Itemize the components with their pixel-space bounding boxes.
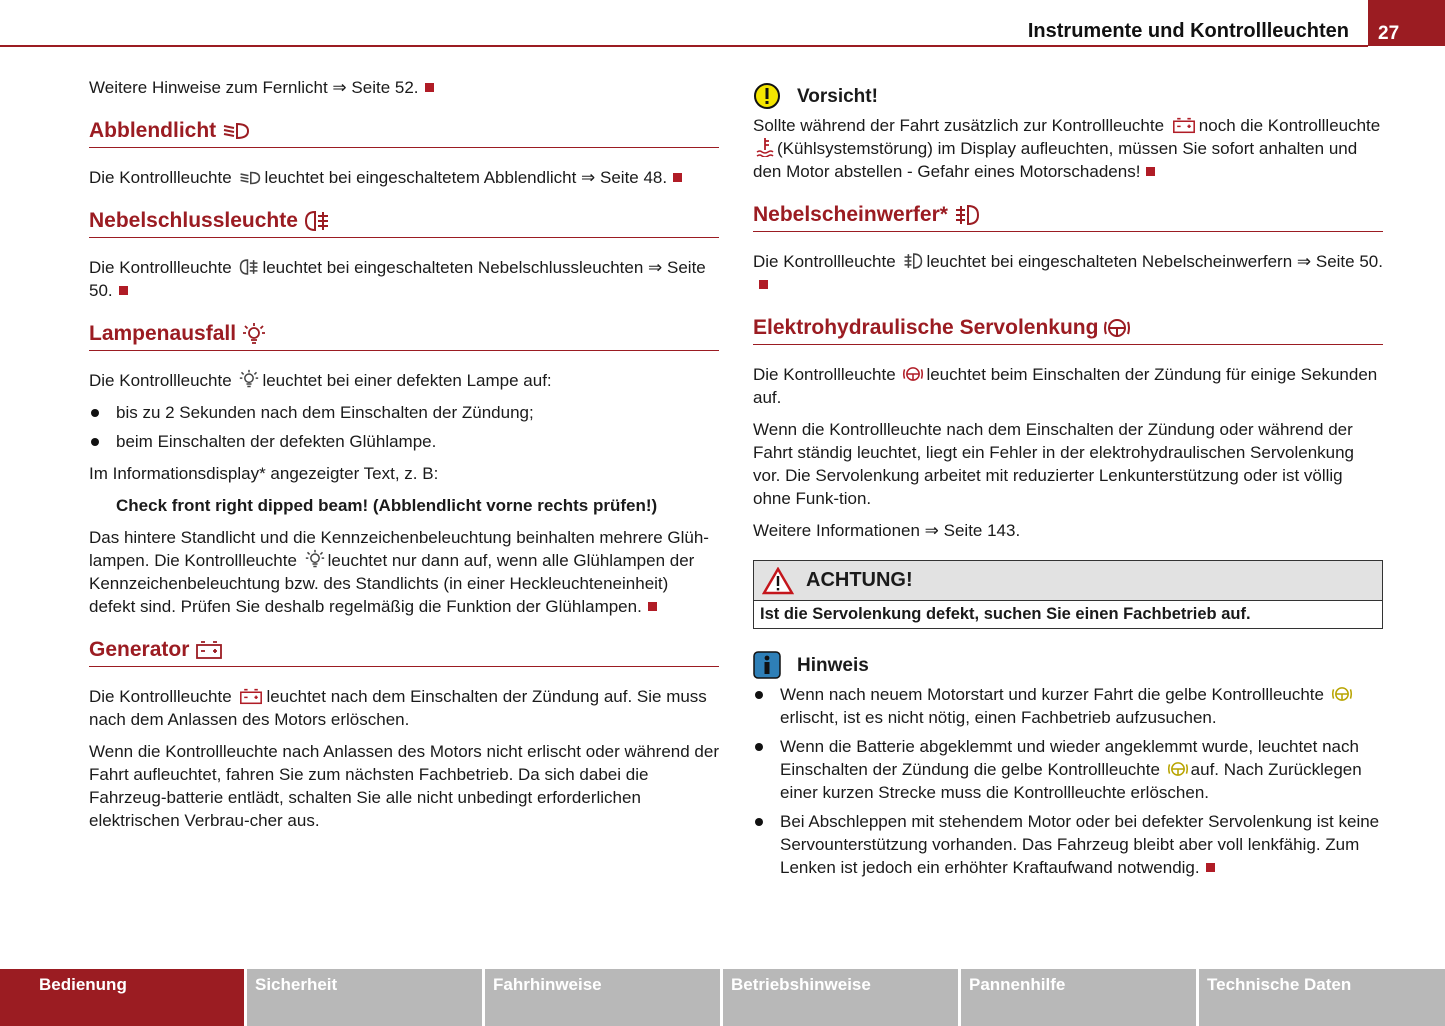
coolant-temperature-icon	[756, 137, 774, 157]
hint-bullet-list	[753, 683, 1383, 879]
header-divider	[0, 45, 1368, 47]
low-beam-icon	[239, 170, 261, 186]
list-item: beim Einschalten der defekten Glühlampe.	[89, 430, 719, 453]
warning-triangle-icon	[762, 567, 794, 595]
nebelschein-paragraph: Die Kontrollleuchte leuchtet bei eingeschalteten Nebelscheinwerfern ⇒ Seite 50.	[753, 250, 1383, 296]
section-title: Generator	[89, 638, 190, 661]
display-message: Check front right dipped beam! (Abblendlicht vorne rechts prüfen!)	[116, 496, 658, 515]
front-fog-light-icon	[954, 204, 980, 226]
lampen-paragraph-2: Das hintere Standlicht und die Kennzeichenbeleuchtung beinhalten mehrere Glüh-lampen. Die Kontrollleuchte leuchtet nur dann auf, wenn alle Glühlampen der Kennzeichenbeleuchtung bzw. des Standlichts (in einer Heckleuchteneinheit) defekt sind. Prüfen Sie deshalb regelmäßig die Funktion der Glühlampen.	[89, 528, 709, 616]
warning-text: Ist die Servolenkung defekt, suchen Sie einen Fachbetrieb auf.	[760, 605, 1251, 623]
bulb-failure-icon	[242, 322, 266, 346]
nebelschluss-paragraph: Die Kontrollleuchte leuchtet bei eingeschalteten Nebelschlussleuchten ⇒ Seite 50.	[89, 258, 706, 300]
end-mark	[1206, 863, 1215, 872]
end-mark	[648, 602, 657, 611]
section-title: Abblendlicht	[89, 119, 217, 142]
tab-sicherheit[interactable]: Sicherheit	[247, 969, 482, 1026]
section-title: Nebelschlussleuchte	[89, 209, 298, 232]
lampen-paragraph: Die Kontrollleuchte leuchtet bei einer defekten Lampe auf:	[89, 371, 552, 390]
power-steering-icon	[1332, 685, 1352, 703]
warning-heading: ACHTUNG!	[754, 561, 1382, 601]
battery-icon	[239, 688, 263, 705]
end-mark	[1146, 167, 1155, 176]
intro-paragraph: Weitere Hinweise zum Fernlicht ⇒ Seite 52.	[89, 76, 719, 99]
warning-box	[753, 560, 1383, 629]
battery-icon	[195, 640, 223, 660]
page-header-title: Instrumente und Kontrollleuchten	[1027, 20, 1349, 42]
section-title: Lampenausfall	[89, 322, 237, 345]
bulb-failure-icon	[305, 549, 325, 569]
page-number: 27	[1368, 0, 1445, 46]
display-text-intro: Im Informationsdisplay* angezeigter Text, z. B:	[89, 464, 439, 483]
servo-paragraph-1: Die Kontrollleuchte leuchtet beim Einschalten der Zündung für einige Sekunden auf.	[753, 365, 1378, 407]
left-column	[89, 76, 719, 841]
caution-heading: Vorsicht!	[753, 82, 1383, 110]
section-nebelscheinwerfer	[753, 201, 1383, 232]
tab-fahrhinweise[interactable]: Fahrhinweise	[485, 969, 720, 1026]
tab-bedienung[interactable]: Bedienung	[0, 969, 244, 1026]
servo-paragraph-3: Weitere Informationen ⇒ Seite 143.	[753, 521, 1021, 540]
end-mark	[119, 286, 128, 295]
right-column	[753, 76, 1383, 885]
list-item: Bei Abschleppen mit stehendem Motor oder bei defekter Servolenkung ist keine Servounterstützung vorhanden. Das Fahrzeug bleibt aber voll lenkfähig. Zum Lenken ist jedoch ein erhöhter Kraftaufwand notwendig.	[753, 810, 1383, 879]
battery-icon	[1172, 117, 1196, 134]
front-fog-light-icon	[903, 252, 923, 270]
section-title: Elektrohydraulische Servolenkung	[753, 316, 1099, 339]
generator-paragraph-2: Wenn die Kontrollleuchte nach Anlassen des Motors nicht erlischt oder während der Fahrt aufleuchtet, fahren Sie zum nächsten Fachbetrieb. Da sich dabei die Fahrzeug-batterie entlädt, schalten Sie alle nicht unbedingt erforderlichen elektrischen Verbrau-cher aus.	[89, 742, 719, 830]
section-abblendlicht	[89, 117, 719, 148]
rear-fog-light-icon	[304, 210, 330, 232]
caution-icon	[753, 82, 781, 110]
end-mark	[759, 280, 768, 289]
hint-heading: Hinweis	[753, 651, 1383, 679]
tab-betriebshinweise[interactable]: Betriebshinweise	[723, 969, 958, 1026]
tab-pannenhilfe[interactable]: Pannenhilfe	[961, 969, 1196, 1026]
low-beam-icon	[222, 121, 250, 141]
power-steering-icon	[903, 365, 923, 383]
section-nebelschlussleuchte	[89, 207, 719, 238]
info-icon	[753, 651, 781, 679]
section-lampenausfall	[89, 320, 719, 351]
section-servolenkung	[753, 314, 1383, 345]
tab-technische-daten[interactable]: Technische Daten	[1199, 969, 1445, 1026]
list-item: Wenn nach neuem Motorstart und kurzer Fahrt die gelbe Kontrollleuchte erlischt, ist es nicht nötig, einen Fachbetrieb aufzusuchen.	[753, 683, 1383, 729]
bulb-failure-icon	[239, 369, 259, 389]
abblend-paragraph: Die Kontrollleuchte leuchtet bei eingeschaltetem Abblendlicht ⇒ Seite 48.	[89, 166, 719, 189]
end-mark	[673, 173, 682, 182]
power-steering-icon	[1168, 760, 1188, 778]
servo-paragraph-2: Wenn die Kontrollleuchte nach dem Einschalten der Zündung oder während der Fahrt ständig leuchtet, liegt ein Fehler in der elektrohydraulischen Servolenkung vor. Die Servolenkung arbeitet mit reduzierter Lenkunterstützung oder ist völlig ohne Funk-tion.	[753, 420, 1355, 508]
generator-paragraph-1: Die Kontrollleuchte leuchtet nach dem Einschalten der Zündung auf. Sie muss nach dem Anlassen des Motors erlöschen.	[89, 687, 707, 729]
list-item: bis zu 2 Sekunden nach dem Einschalten der Zündung;	[89, 401, 719, 424]
power-steering-icon	[1104, 317, 1130, 339]
footer-tab-bar	[0, 969, 1445, 1026]
section-generator	[89, 636, 719, 667]
lampen-bullet-list	[89, 401, 719, 453]
rear-fog-light-icon	[239, 258, 259, 276]
end-mark	[425, 83, 434, 92]
list-item: Wenn die Batterie abgeklemmt und wieder angeklemmt wurde, leuchtet nach Einschalten der Zündung die gelbe Kontrollleuchte auf. Nach Zurücklegen einer kurzen Strecke muss die Kontrollleuchte erlöschen.	[753, 735, 1383, 804]
caution-paragraph: Sollte während der Fahrt zusätzlich zur Kontrollleuchte noch die Kontrollleuchte (Kühlsystemstörung) im Display aufleuchten, müssen Sie sofort anhalten und den Motor abstellen - Gefahr eines Motorschadens!	[753, 116, 1381, 181]
section-title: Nebelscheinwerfer*	[753, 203, 948, 226]
